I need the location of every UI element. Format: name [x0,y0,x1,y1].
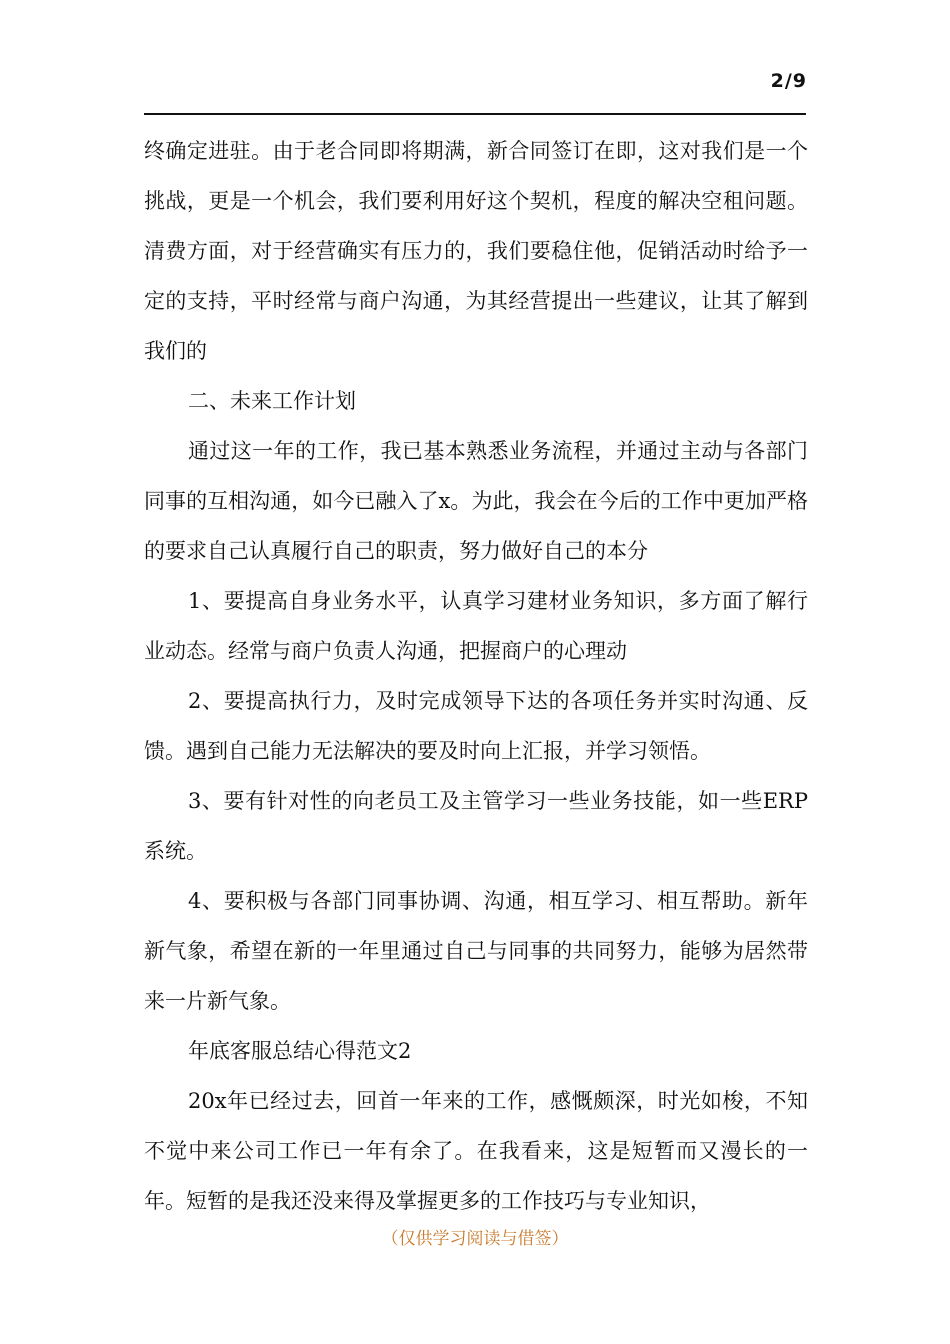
plan-item-2: 2、要提高执行力，及时完成领导下达的各项任务并实时沟通、反馈。遇到自己能力无法解决的要及时向上汇报，并学习领悟。 [144,689,808,763]
plan-item-1: 1、要提高自身业务水平，认真学习建材业务知识，多方面了解行业动态。经常与商户负责人沟通，把握商户的心理动 [144,589,808,663]
footer-disclaimer: （仅供学习阅读与借签） [381,1229,569,1249]
document-body [144,126,808,1226]
header-divider [144,113,806,115]
section-heading-sample-2: 年底客服总结心得范文2 [188,1039,412,1063]
section-heading-future-plan: 二、未来工作计划 [188,389,356,413]
paragraph-sample-2-intro: 20x年已经过去，回首一年来的工作，感慨颇深，时光如梭，不知不觉中来公司工作已一年有余了。在我看来，这是短暂而又漫长的一年。短暂的是我还没来得及掌握更多的工作技巧与专业知识， [144,1089,808,1213]
plan-item-4: 4、要积极与各部门同事协调、沟通，相互学习、相互帮助。新年新气象，希望在新的一年里通过自己与同事的共同努力，能够为居然带来一片新气象。 [144,889,808,1013]
paragraph-intro-plan: 通过这一年的工作，我已基本熟悉业务流程，并通过主动与各部门同事的互相沟通，如今已融入了x。为此，我会在今后的工作中更加严格的要求自己认真履行自己的职责，努力做好自己的本分 [144,439,808,563]
plan-item-3: 3、要有针对性的向老员工及主管学习一些业务技能，如一些ERP系统。 [144,789,808,863]
page-number: 2/9 [770,70,807,92]
paragraph-continuation: 终确定进驻。由于老合同即将期满，新合同签订在即，这对我们是一个挑战，更是一个机会，我们要利用好这个契机，程度的解决空租问题。清费方面，对于经营确实有压力的，我们要稳住他，促销活动时给予一定的支持，平时经常与商户沟通，为其经营提出一些建议，让其了解到我们的 [144,139,808,363]
